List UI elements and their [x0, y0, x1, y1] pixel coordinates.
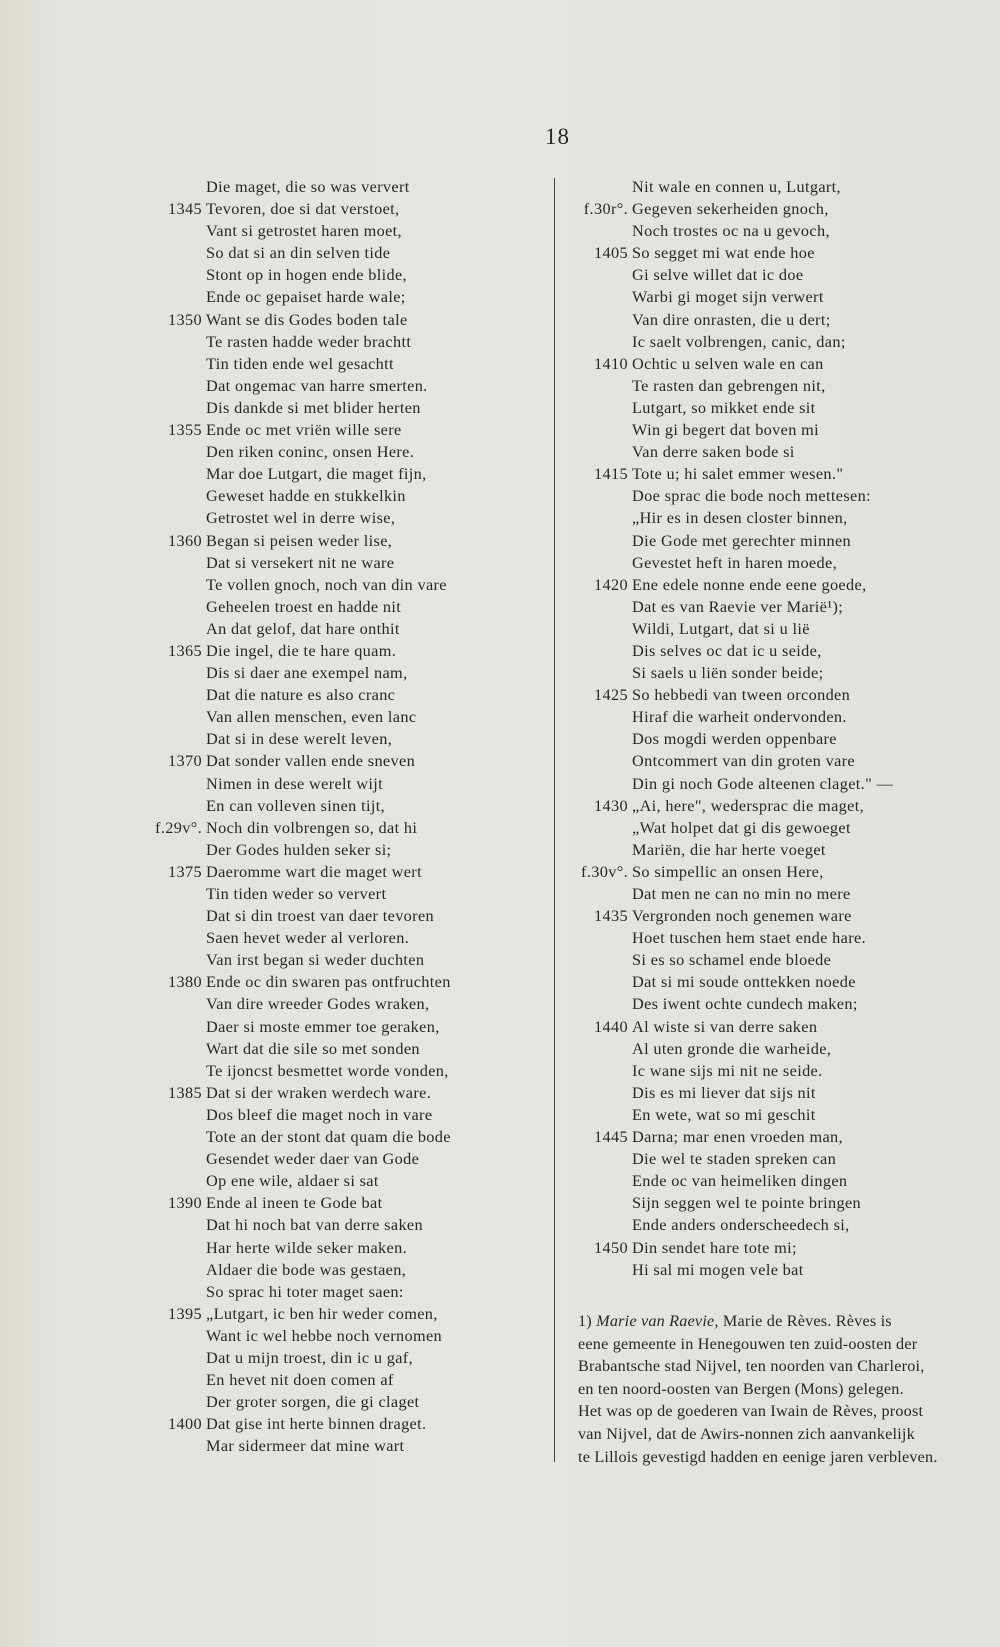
verse-line	[560, 530, 980, 552]
verse-text: Mar doe Lutgart, die maget fijn,	[206, 464, 427, 484]
verse-line	[140, 574, 540, 596]
verse-text: Warbi gi moget sijn verwert	[632, 287, 824, 307]
verse-text: Nit wale en connen u, Lutgart,	[632, 177, 841, 196]
line-number: 1450	[594, 1237, 628, 1257]
line-number: 1350	[168, 309, 202, 329]
verse-text: Din sendet hare tote mi;	[632, 1237, 797, 1257]
verse-text: Dat u mijn troest, din ic u gaf,	[206, 1347, 413, 1367]
verse-text: Win gi begert dat boven mi	[632, 420, 820, 440]
verse-text: Si saels u liën sonder beide;	[632, 663, 824, 683]
verse-text: Al wiste si van derre saken	[632, 1016, 818, 1036]
verse-line	[140, 286, 540, 308]
verse-text: Dis si daer ane exempel nam,	[206, 663, 408, 683]
verse-line	[140, 1170, 540, 1192]
line-number: 1345	[168, 199, 202, 219]
verse-text: Die ingel, die te hare quam.	[206, 640, 397, 660]
verse-line	[560, 1082, 980, 1104]
verse-line	[560, 286, 980, 308]
verse-text: Te ijoncst besmettet worde vonden,	[206, 1060, 449, 1080]
page-number: 18	[545, 124, 570, 149]
verse-line	[140, 463, 540, 485]
verse-text: Des iwent ochte cundech maken;	[632, 994, 858, 1014]
verse-line	[560, 485, 980, 507]
verse-line	[140, 353, 540, 375]
verse-line	[560, 1126, 980, 1148]
verse-line	[140, 993, 540, 1015]
verse-line	[560, 949, 980, 971]
verse-text: Dat die nature es also cranc	[206, 685, 396, 705]
verse-line	[140, 1369, 540, 1391]
verse-line	[140, 1126, 540, 1148]
verse-line	[140, 552, 540, 574]
verse-text: Gevestet heft in haren moede,	[632, 552, 837, 572]
verse-text: Lutgart, so mikket ende sit	[632, 397, 816, 417]
verse-line	[140, 640, 540, 662]
verse-text: Hoet tuschen hem staet ende hare.	[632, 928, 866, 948]
verse-line	[560, 728, 980, 750]
verse-text: So simpellic an onsen Here,	[632, 861, 824, 881]
verse-line	[140, 927, 540, 949]
verse-line	[560, 993, 980, 1015]
verse-text: Dat si din troest van daer tevoren	[206, 906, 435, 926]
verse-line	[560, 1170, 980, 1192]
verse-text: Ene edele nonne ende eene goede,	[632, 574, 867, 594]
verse-line	[560, 397, 980, 419]
verse-text: Tevoren, doe si dat verstoet,	[206, 199, 400, 219]
verse-text: Daeromme wart die maget wert	[206, 861, 422, 881]
verse-text: Gegeven sekerheiden gnoch,	[632, 199, 829, 219]
verse-text: Sijn seggen wel te pointe bringen	[632, 1193, 862, 1213]
verse-line	[560, 552, 980, 574]
verse-text: So hebbedi van tween orconden	[632, 685, 851, 705]
verse-text: Van dire onrasten, die u dert;	[632, 309, 831, 329]
verse-line	[140, 397, 540, 419]
verse-text: Te vollen gnoch, noch van din vare	[206, 574, 447, 594]
line-number: f.29v°.	[155, 817, 202, 837]
line-number: 1400	[168, 1414, 202, 1434]
verse-line	[560, 463, 980, 485]
verse-text: Van allen menschen, even lanc	[206, 707, 417, 727]
footnote	[578, 1310, 978, 1468]
verse-line	[560, 375, 980, 397]
verse-text: Die wel te staden spreken can	[632, 1149, 837, 1169]
verse-line	[560, 1259, 980, 1281]
verse-line	[140, 419, 540, 441]
verse-line	[560, 971, 980, 993]
verse-text: En hevet nit doen comen af	[206, 1370, 394, 1390]
verse-line	[560, 264, 980, 286]
line-number: 1430	[594, 795, 628, 815]
verse-line	[560, 883, 980, 905]
verse-text: So sprac hi toter maget saen:	[206, 1281, 404, 1301]
footnote-line: Brabantsche stad Nijvel, ten noorden van Charleroi,	[578, 1357, 925, 1376]
verse-line	[560, 1148, 980, 1170]
verse-line	[140, 1060, 540, 1082]
verse-text: Dat ongemac van harre smerten.	[206, 375, 428, 395]
verse-line	[560, 353, 980, 375]
verse-text: Van irst began si weder duchten	[206, 950, 425, 970]
line-number: 1410	[594, 353, 628, 373]
verse-text: Aldaer die bode was gestaen,	[206, 1259, 407, 1279]
verse-text: Al uten gronde die warheide,	[632, 1038, 832, 1058]
verse-line	[140, 1192, 540, 1214]
verse-line	[560, 242, 980, 264]
verse-line	[140, 750, 540, 772]
verse-text: „Hir es in desen closter binnen,	[632, 508, 848, 528]
verse-text: Tin tiden ende wel gesachtt	[206, 353, 394, 373]
verse-line	[140, 1413, 540, 1435]
line-number: 1405	[594, 243, 628, 263]
verse-text: Ende al ineen te Gode bat	[206, 1193, 383, 1213]
line-number: 1380	[168, 972, 202, 992]
verse-text: Gi selve willet dat ic doe	[632, 265, 804, 285]
footnote-line: eene gemeente in Henegouwen ten zuid-oosten der	[578, 1334, 918, 1353]
verse-text: Getrostet wel in derre wise,	[206, 508, 396, 528]
verse-text: En wete, wat so mi geschit	[632, 1104, 816, 1124]
verse-text: Ic saelt volbrengen, canic, dan;	[632, 331, 846, 351]
verse-line	[560, 618, 980, 640]
line-number: 1420	[594, 574, 628, 594]
verse-text: Har herte wilde seker maken.	[206, 1237, 408, 1257]
footnote-text: Marie de Rèves. Rèves is	[722, 1312, 892, 1330]
verse-line	[140, 1325, 540, 1347]
verse-text: Dis selves oc dat ic u seide,	[632, 640, 822, 660]
footnote-line: van Nijvel, dat de Awirs-nonnen zich aanvankelijk	[578, 1424, 915, 1443]
verse-line	[140, 1016, 540, 1038]
verse-text: Ende anders onderscheedech si,	[632, 1215, 850, 1235]
verse-line	[560, 662, 980, 684]
verse-line	[560, 198, 980, 220]
verse-text: Dat hi noch bat van derre saken	[206, 1215, 423, 1235]
verse-text: Began si peisen weder lise,	[206, 530, 393, 550]
verse-line	[560, 1016, 980, 1038]
verse-line	[140, 773, 540, 795]
verse-line	[560, 839, 980, 861]
verse-line	[140, 596, 540, 618]
right-verse-column	[560, 176, 980, 1281]
line-number: 1445	[594, 1127, 628, 1147]
verse-line	[140, 331, 540, 353]
verse-text: Wart dat die sile so met sonden	[206, 1038, 420, 1058]
verse-line	[140, 485, 540, 507]
verse-line	[140, 242, 540, 264]
verse-text: Dat si in dese werelt leven,	[206, 729, 393, 749]
verse-line	[140, 905, 540, 927]
verse-text: Tote an der stont dat quam die bode	[206, 1127, 451, 1147]
verse-line	[140, 684, 540, 706]
verse-line	[560, 1214, 980, 1236]
line-number: 1415	[594, 464, 628, 484]
verse-line	[560, 1104, 980, 1126]
verse-text: „Ai, here", wedersprac die maget,	[632, 795, 865, 815]
verse-text: Nimen in dese werelt wijt	[206, 773, 383, 793]
column-divider	[554, 178, 555, 1462]
line-number: 1375	[168, 861, 202, 881]
verse-line	[140, 1281, 540, 1303]
verse-line	[560, 596, 980, 618]
verse-text: Vant si getrostet haren moet,	[206, 221, 402, 241]
verse-line	[560, 1192, 980, 1214]
verse-line	[560, 1038, 980, 1060]
verse-text: Dat men ne can no min no mere	[632, 884, 851, 903]
verse-line	[140, 1303, 540, 1325]
verse-line	[560, 309, 980, 331]
verse-line	[140, 817, 540, 839]
line-number: 1395	[168, 1303, 202, 1323]
verse-line	[140, 441, 540, 463]
verse-text: Ontcommert van din groten vare	[632, 751, 855, 771]
line-number: 1360	[168, 530, 202, 550]
verse-text: Hiraf die warheit ondervonden.	[632, 707, 847, 727]
verse-line	[140, 795, 540, 817]
verse-text: Dat es van Raevie ver Marië¹);	[632, 596, 844, 616]
verse-line	[140, 198, 540, 220]
left-verse-column	[140, 176, 540, 1457]
verse-line	[140, 1259, 540, 1281]
verse-line	[140, 1347, 540, 1369]
line-number: 1370	[168, 751, 202, 771]
verse-line	[560, 684, 980, 706]
verse-text: Dis dankde si met blider herten	[206, 397, 421, 417]
verse-text: Saen hevet weder al verloren.	[206, 928, 410, 948]
verse-text: En can volleven sinen tijt,	[206, 795, 386, 815]
footnote-line: te Lillois gevestigd hadden en eenige jaren verbleven.	[578, 1447, 938, 1466]
verse-text: Te rasten hadde weder brachtt	[206, 331, 412, 351]
verse-text: Den riken coninc, onsen Here.	[206, 442, 415, 462]
verse-line	[140, 1391, 540, 1413]
verse-text: Noch din volbrengen so, dat hi	[206, 817, 418, 837]
verse-text: „Wat holpet dat gi dis gewoeget	[632, 817, 851, 837]
verse-text: Want se dis Godes boden tale	[206, 309, 408, 329]
verse-text: Darna; mar enen vroeden man,	[632, 1127, 843, 1147]
verse-text: Dos bleef die maget noch in vare	[206, 1104, 433, 1124]
verse-text: An dat gelof, dat hare onthit	[206, 618, 400, 638]
verse-text: Tin tiden weder so ververt	[206, 884, 387, 903]
verse-text: Ende oc met vriën wille sere	[206, 420, 402, 440]
verse-text: Dos mogdi werden oppenbare	[632, 729, 837, 749]
verse-text: Mariën, die har herte voeget	[632, 839, 826, 859]
verse-text: Tote u; hi salet emmer wesen."	[632, 464, 844, 484]
verse-text: Dat gise int herte binnen draget.	[206, 1414, 427, 1434]
verse-line	[140, 1214, 540, 1236]
verse-text: Geweset hadde en stukkelkin	[206, 486, 406, 506]
verse-text: Ende oc gepaiset harde wale;	[206, 287, 406, 307]
verse-line	[560, 1060, 980, 1082]
verse-line	[560, 176, 980, 198]
verse-text: Vergronden noch genemen ware	[632, 906, 852, 926]
verse-line	[560, 640, 980, 662]
verse-line	[560, 817, 980, 839]
verse-text: Noch trostes oc na u gevoch,	[632, 221, 830, 241]
verse-line	[140, 1435, 540, 1457]
verse-text: Ende oc din swaren pas ontfruchten	[206, 972, 451, 992]
line-number: 1435	[594, 906, 628, 926]
verse-text: Der Godes hulden seker si;	[206, 839, 392, 859]
verse-line	[140, 530, 540, 552]
verse-text: Van derre saken bode si	[632, 442, 795, 462]
verse-text: Gesendet weder daer van Gode	[206, 1149, 420, 1169]
verse-text: Wildi, Lutgart, dat si u lië	[632, 618, 810, 638]
verse-text: So segget mi wat ende hoe	[632, 243, 815, 263]
verse-text: Op ene wile, aldaer si sat	[206, 1171, 379, 1191]
verse-line	[140, 375, 540, 397]
verse-line	[560, 574, 980, 596]
verse-line	[140, 1104, 540, 1126]
verse-line	[140, 706, 540, 728]
verse-text: Hi sal mi mogen vele bat	[632, 1259, 804, 1279]
verse-line	[560, 507, 980, 529]
verse-text: Te rasten dan gebrengen nit,	[632, 375, 826, 395]
verse-line	[140, 971, 540, 993]
verse-line	[140, 1038, 540, 1060]
verse-line	[140, 861, 540, 883]
verse-line	[560, 795, 980, 817]
verse-line	[560, 706, 980, 728]
verse-line	[560, 1237, 980, 1259]
verse-line	[140, 1237, 540, 1259]
verse-text: Dat si der wraken werdech ware.	[206, 1082, 432, 1102]
line-number: 1355	[168, 420, 202, 440]
verse-text: Der groter sorgen, die gi claget	[206, 1392, 420, 1412]
footnote-term: Marie van Raevie,	[596, 1312, 719, 1330]
verse-line	[140, 1148, 540, 1170]
line-number: f.30v°.	[581, 861, 628, 881]
verse-line	[560, 905, 980, 927]
verse-text: Dat sonder vallen ende sneven	[206, 751, 416, 771]
line-number: 1425	[594, 685, 628, 705]
verse-line	[140, 662, 540, 684]
verse-line	[140, 264, 540, 286]
footnote-marker: 1)	[578, 1312, 592, 1330]
line-number: 1440	[594, 1016, 628, 1036]
verse-text: Dat si mi soude onttekken noede	[632, 972, 856, 992]
verse-text: Die Gode met gerechter minnen	[632, 530, 852, 550]
footnote-line: en ten noord-oosten van Bergen (Mons) gelegen.	[578, 1379, 904, 1398]
verse-text: Si es so schamel ende bloede	[632, 950, 832, 970]
verse-line	[560, 419, 980, 441]
verse-line	[560, 750, 980, 772]
verse-text: Want ic wel hebbe noch vernomen	[206, 1325, 443, 1345]
verse-text: Dat si versekert nit ne ware	[206, 552, 395, 572]
verse-line	[140, 618, 540, 640]
verse-line	[140, 220, 540, 242]
verse-line	[560, 331, 980, 353]
footnote-line-first	[578, 1310, 978, 1333]
verse-line	[560, 220, 980, 242]
verse-text: Din gi noch Gode alteenen claget." —	[632, 773, 894, 793]
verse-line	[140, 949, 540, 971]
verse-text: Daer si moste emmer toe geraken,	[206, 1016, 440, 1036]
verse-line	[140, 507, 540, 529]
verse-text: Stont op in hogen ende blide,	[206, 265, 407, 285]
verse-line	[560, 861, 980, 883]
verse-text: Dis es mi liever dat sijs nit	[632, 1082, 816, 1102]
verse-text: „Lutgart, ic ben hir weder comen,	[206, 1303, 438, 1323]
verse-text: Van dire wreeder Godes wraken,	[206, 994, 430, 1014]
verse-line	[140, 309, 540, 331]
verse-line	[140, 728, 540, 750]
verse-text: Die maget, die so was ververt	[206, 177, 410, 196]
verse-text: Geheelen troest en hadde nit	[206, 596, 402, 616]
verse-text: Ic wane sijs mi nit ne seide.	[632, 1060, 823, 1080]
verse-line	[140, 176, 540, 198]
verse-text: So dat si an din selven tide	[206, 243, 391, 263]
line-number: f.30r°.	[583, 199, 628, 219]
verse-line	[140, 839, 540, 861]
footnote-line: Het was op de goederen van Iwain de Rèves, proost	[578, 1402, 924, 1421]
line-number: 1390	[168, 1193, 202, 1213]
verse-line	[560, 773, 980, 795]
verse-line	[560, 441, 980, 463]
line-number: 1385	[168, 1082, 202, 1102]
verse-line	[140, 883, 540, 905]
verse-line	[560, 927, 980, 949]
verse-text: Mar sidermeer dat mine wart	[206, 1436, 405, 1456]
verse-line	[140, 1082, 540, 1104]
verse-text: Ochtic u selven wale en can	[632, 353, 824, 373]
verse-text: Ende oc van heimeliken dingen	[632, 1171, 848, 1191]
line-number: 1365	[168, 640, 202, 660]
verse-text: Doe sprac die bode noch mettesen:	[632, 486, 871, 506]
